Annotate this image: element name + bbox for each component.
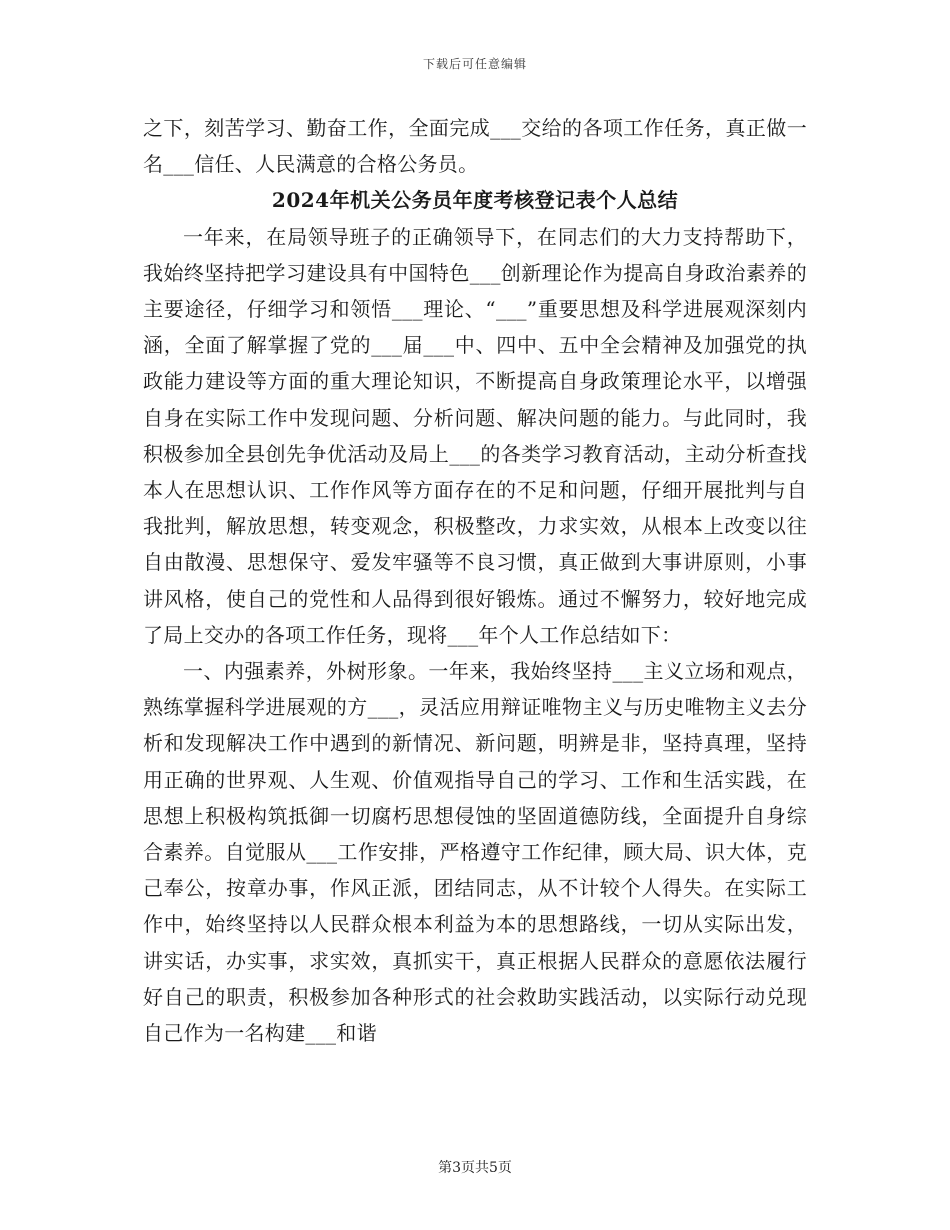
document-title: 2024年机关公务员年度考核登记表个人总结 [271, 188, 679, 213]
body-paragraph-1: 一年来，在局领导班子的正确领导下，在同志们的大力支持帮助下，我始终坚持把学习建设具有中国特色___创新理论作为提高自身政治素养的主要途径，仔细学习和领悟___理论、“___”重要思想及科学进展观深刻内涵，全面了解掌握了党的___届___中、四中、五中全会精神及加强党的执政能力建设等方面的重大理论知识，不断提高自身政策理论水平，以增强自身在实际工作中发现问题、分析问题、解决问题的能力。与此同时，我积极参加全县创先争优活动及局上___的各类学习教育活动，主动分析查找本人在思想认识、工作作风等方面存在的不足和问题，仔细开展批判与自我批判，解放思想，转变观念，积极整改，力求实效，从根本上改变以往自由散漫、思想保守、爱发牢骚等不良习惯，真正做到大事讲原则，小事讲风格，使自己的党性和人品得到很好锻炼。通过不懈努力，较好地完成了局上交办的各项工作任务，现将___年个人工作总结如下： [143, 224, 807, 647]
body-paragraph-2: 一、内强素养，外树形象。一年来，我始终坚持___主义立场和观点，熟练掌握科学进展观的方___，灵活应用辩证唯物主义与历史唯物主义去分析和发现解决工作中遇到的新情况、新问题，明辨是非，坚持真理，坚持用正确的世界观、人生观、价值观指导自己的学习、工作和生活实践，在思想上积极构筑抵御一切腐朽思想侵蚀的坚固道德防线，全面提升自身综合素养。自觉服从___工作安排，严格遵守工作纪律，顾大局、识大体，克己奉公，按章办事，作风正派，团结同志，从不计较个人得失。在实际工作中，始终坚持以人民群众根本利益为本的思想路线，一切从实际出发，讲实话，办实事，求实效，真抓实干，真正根据人民群众的意愿依法履行好自己的职责，积极参加各种形式的社会救助实践活动，以实际行动兑现自己作为一名构建___和谐 [143, 659, 807, 1046]
page-number: 第3页共5页 [438, 1160, 512, 1176]
document-body [143, 110, 807, 1051]
header-note: 下载后可任意编辑 [422, 57, 527, 71]
continuation-paragraph: 之下，刻苦学习、勤奋工作，全面完成___交给的各项工作任务，真正做一名___信任、人民满意的合格公务员。 [143, 116, 807, 177]
